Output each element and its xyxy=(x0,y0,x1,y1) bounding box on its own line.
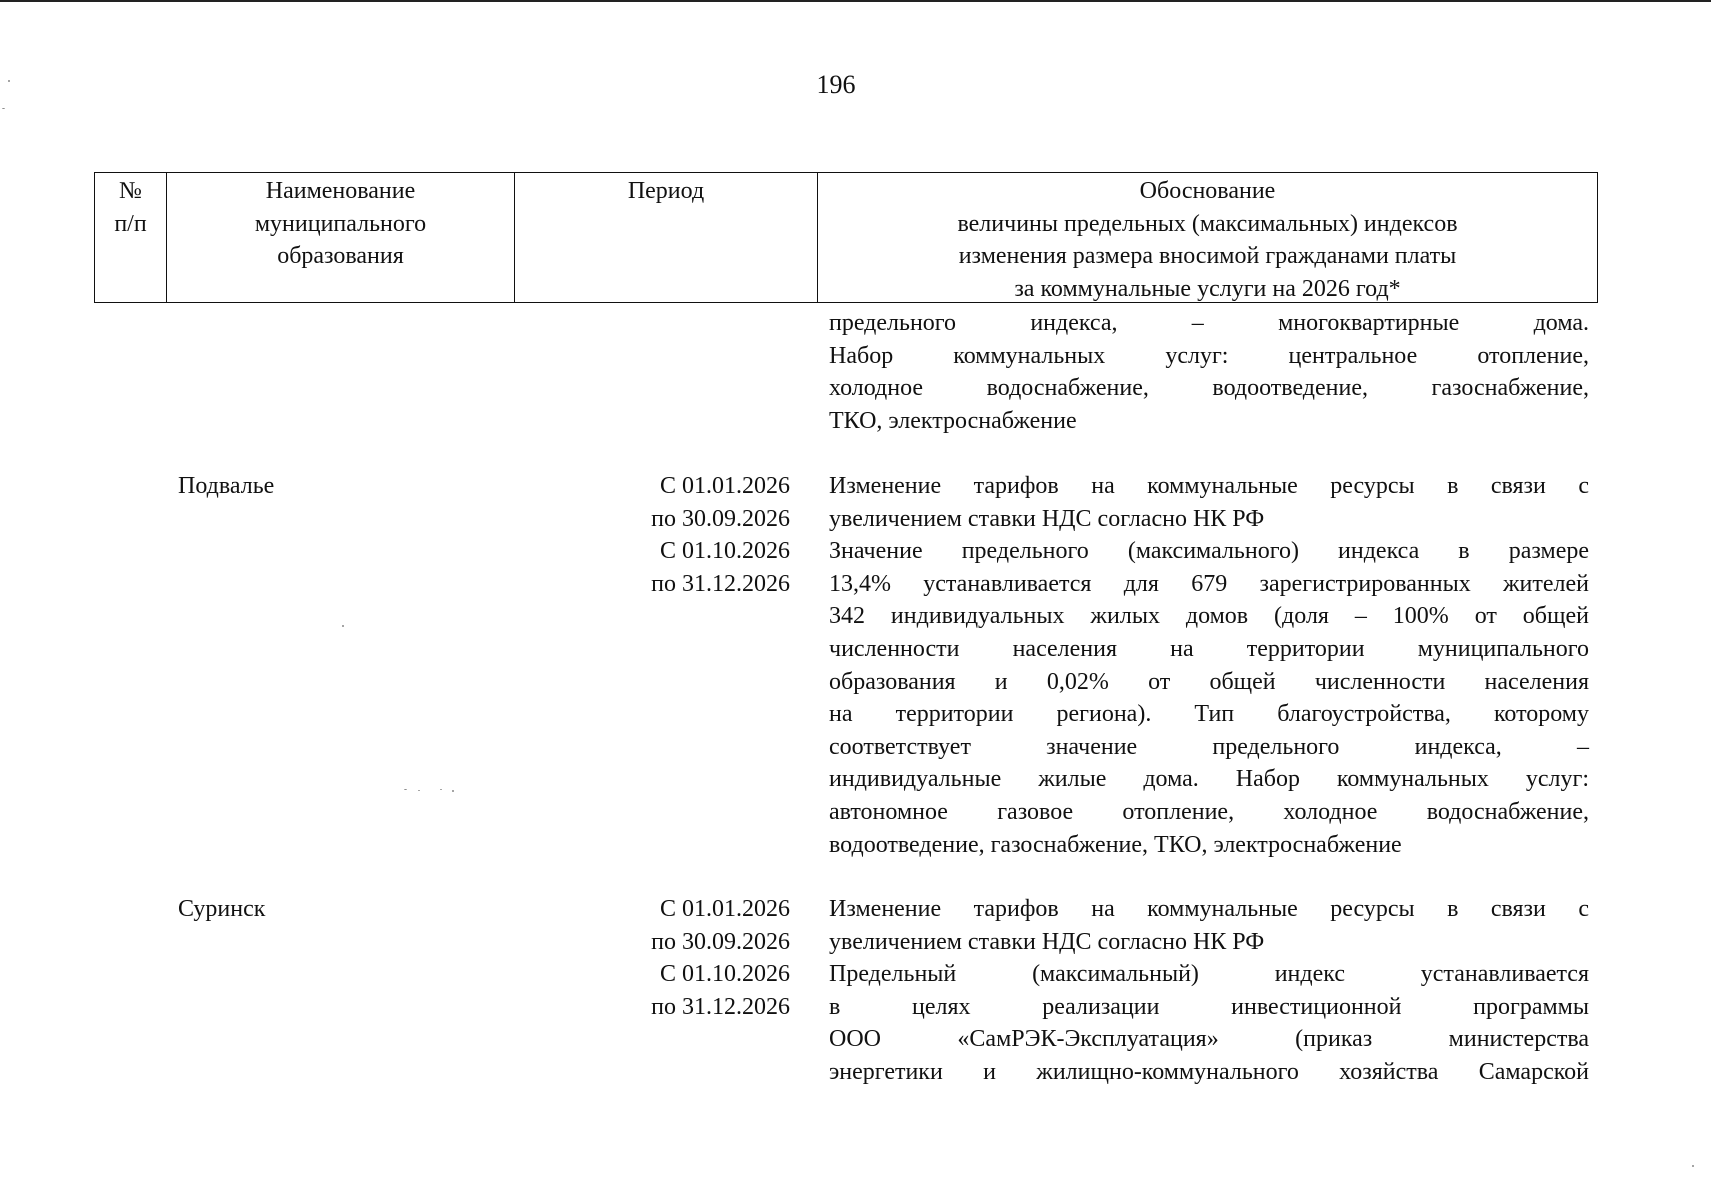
page-number: 196 xyxy=(816,70,856,99)
text-line: Предельный (максимальный) индекс устанавливается xyxy=(829,961,1589,988)
header-cell-municipality xyxy=(167,173,515,302)
text-line: водоотведение, газоснабжение, ТКО, электроснабжение xyxy=(829,831,1402,858)
basis-text xyxy=(829,893,1589,1089)
header-text: Обоснование xyxy=(1139,178,1276,204)
period-date: по 31.12.2026 xyxy=(651,993,790,1020)
text-line: 13,4% устанавливается для 679 зарегистрированных жителей xyxy=(829,570,1589,597)
municipality-name: Подвалье xyxy=(178,473,275,499)
text-line: численности населения на территории муниципального xyxy=(829,635,1589,662)
municipality-name: Суринск xyxy=(178,896,266,922)
continuation-basis-text xyxy=(829,307,1589,437)
scan-speck xyxy=(2,108,5,109)
period-date: С 01.10.2026 xyxy=(659,538,790,565)
period-date: С 01.01.2026 xyxy=(659,896,790,922)
text-line: 342 индивидуальных жилых домов (доля – 100% от общей xyxy=(829,603,1589,630)
text-line: индивидуальные жилые дома. Набор коммунальных услуг: xyxy=(829,766,1589,793)
scan-edge-line xyxy=(0,0,1711,2)
text-line: образования и 0,02% от общей численности населения xyxy=(829,668,1589,695)
period-date: С 01.10.2026 xyxy=(659,961,790,988)
header-text: муниципального xyxy=(254,210,427,237)
header-cell-number xyxy=(95,173,167,302)
period-cell xyxy=(540,470,790,600)
scan-speck xyxy=(440,789,442,790)
header-text: изменения размера вносимой гражданами платы xyxy=(958,243,1457,269)
scan-speck xyxy=(418,790,420,791)
header-cell-basis xyxy=(818,173,1597,302)
scan-speck xyxy=(452,790,454,792)
text-line: предельного индекса, – многоквартирные дома. xyxy=(829,310,1589,336)
table-header xyxy=(94,172,1598,303)
header-text: Наименование xyxy=(265,178,416,204)
header-text: величины предельных (максимальных) индексов xyxy=(957,210,1458,237)
header-text: Период xyxy=(627,178,705,204)
text-line: холодное водоснабжение, водоотведение, газоснабжение, xyxy=(829,375,1589,402)
period-cell xyxy=(540,893,790,1023)
header-text: за коммунальные услуги на 2026 год* xyxy=(1014,275,1401,302)
period-date: по 30.09.2026 xyxy=(651,928,790,955)
scan-speck xyxy=(8,80,10,82)
header-text: п/п xyxy=(114,210,147,237)
text-line: в целях реализации инвестиционной программы xyxy=(829,993,1589,1020)
text-line: Значение предельного (максимального) индекса в размере xyxy=(829,538,1589,565)
header-text: образования xyxy=(277,243,404,269)
scan-speck xyxy=(342,625,344,627)
text-line: автономное газовое отопление, холодное водоснабжение, xyxy=(829,798,1589,825)
scan-speck xyxy=(1692,1165,1694,1167)
text-line: соответствует значение предельного индекса, – xyxy=(829,733,1589,760)
header-text: № xyxy=(119,178,142,204)
scan-speck xyxy=(404,789,407,790)
period-date: по 30.09.2026 xyxy=(651,505,790,532)
text-line: Набор коммунальных услуг: центральное отопление, xyxy=(829,342,1589,369)
period-date: С 01.01.2026 xyxy=(659,473,790,499)
text-line: ООО «СамРЭК-Эксплуатация» (приказ министерства xyxy=(829,1026,1589,1053)
text-line: увеличением ставки НДС согласно НК РФ xyxy=(829,928,1265,955)
text-line: Изменение тарифов на коммунальные ресурсы в связи с xyxy=(829,896,1589,922)
text-line: Изменение тарифов на коммунальные ресурсы в связи с xyxy=(829,473,1589,499)
period-date: по 31.12.2026 xyxy=(651,570,790,597)
text-line: энергетики и жилищно-коммунального хозяйства Самарской xyxy=(829,1058,1589,1085)
basis-text xyxy=(829,470,1589,861)
text-line: ТКО, электроснабжение xyxy=(829,407,1077,434)
header-cell-period xyxy=(515,173,818,302)
text-line: на территории региона). Тип благоустройства, которому xyxy=(829,701,1589,728)
text-line: увеличением ставки НДС согласно НК РФ xyxy=(829,505,1265,532)
